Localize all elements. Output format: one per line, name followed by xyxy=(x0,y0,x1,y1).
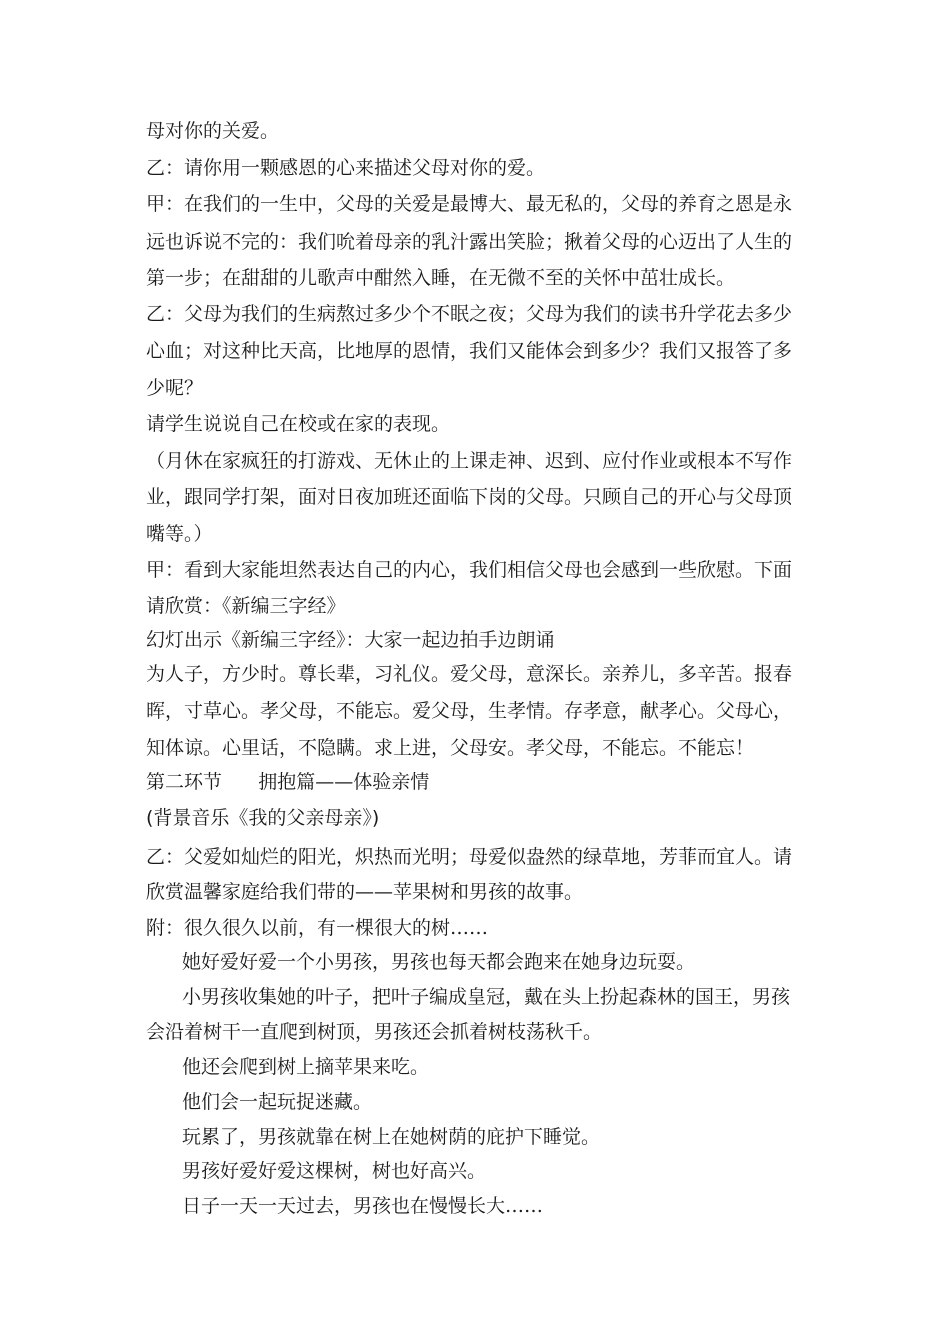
text-line-17: 晖，寸草心。孝父母，不能忘。爱父母，生孝情。存孝意，献孝心。父母心， xyxy=(146,700,793,722)
text-line-2: 乙：请你用一颗感恩的心来描述父母对你的爱。 xyxy=(146,157,546,179)
text-line-26: 会沿着树干一直爬到树顶，男孩还会抓着树枝荡秋千。 xyxy=(146,1021,603,1043)
text-line-9: 请学生说说自己在校或在家的表现。 xyxy=(146,413,451,435)
text-line-1: 母对你的关爱。 xyxy=(146,120,280,142)
text-line-5: 第一步；在甜甜的儿歌声中酣然入睡，在无微不至的关怀中茁壮成长。 xyxy=(146,267,736,289)
text-line-27: 他还会爬到树上摘苹果来吃。 xyxy=(182,1056,430,1078)
text-line-6: 乙：父母为我们的生病熬过多少个不眠之夜；父母为我们的读书升学花去多少 xyxy=(146,303,793,325)
text-line-25: 小男孩收集她的叶子，把叶子编成皇冠，戴在头上扮起森林的国王，男孩 xyxy=(182,986,791,1008)
text-line-8: 少呢？ xyxy=(146,377,204,399)
text-line-11: 业，跟同学打架，面对日夜加班还面临下岗的父母。只顾自己的开心与父母顶 xyxy=(146,486,793,508)
text-line-31: 日子一天一天过去，男孩也在慢慢长大…… xyxy=(182,1195,544,1217)
text-line-14: 请欣赏：《新编三字经》 xyxy=(146,595,346,617)
text-line-12: 嘴等。） xyxy=(146,523,213,545)
text-line-30: 男孩好爱好爱这棵树，树也好高兴。 xyxy=(182,1160,487,1182)
text-line-4: 远也诉说不完的：我们吮着母亲的乳汁露出笑脸；揪着父母的心迈出了人生的 xyxy=(146,231,793,253)
text-line-21: 乙：父爱如灿烂的阳光，炽热而光明；母爱似盎然的绿草地，芳菲而宜人。请 xyxy=(146,846,793,868)
text-line-28: 他们会一起玩捉迷藏。 xyxy=(182,1091,373,1113)
text-line-10: （月休在家疯狂的打游戏、无休止的上课走神、迟到、应付作业或根本不写作 xyxy=(146,450,793,472)
text-line-7: 心血；对这种比天高，比地厚的恩情，我们又能体会到多少？我们又报答了多 xyxy=(146,340,793,362)
text-line-23: 附：很久很久以前，有一棵很大的树…… xyxy=(146,917,489,939)
text-line-22: 欣赏温馨家庭给我们带的——苹果树和男孩的故事。 xyxy=(146,881,584,903)
section-heading: 第二环节 拥抱篇——体验亲情 xyxy=(146,771,430,793)
text-line-15: 幻灯出示《新编三字经》：大家一起边拍手边朗诵 xyxy=(146,629,555,651)
text-line-20: (背景音乐《我的父亲母亲》) xyxy=(146,807,380,829)
text-line-16: 为人子，方少时。尊长辈，习礼仪。爱父母，意深长。亲养儿，多辛苦。报春 xyxy=(146,663,793,685)
text-line-3: 甲：在我们的一生中，父母的关爱是最博大、最无私的，父母的养育之恩是永 xyxy=(146,193,793,215)
text-line-18: 知体谅。心里话，不隐瞒。求上进，父母安。孝父母，不能忘。不能忘！ xyxy=(146,737,755,759)
text-line-24: 她好爱好爱一个小男孩，男孩也每天都会跑来在她身边玩耍。 xyxy=(182,951,696,973)
text-line-29: 玩累了，男孩就靠在树上在她树荫的庇护下睡觉。 xyxy=(182,1126,601,1148)
text-line-13: 甲：看到大家能坦然表达自己的内心，我们相信父母也会感到一些欣慰。下面 xyxy=(146,559,793,581)
